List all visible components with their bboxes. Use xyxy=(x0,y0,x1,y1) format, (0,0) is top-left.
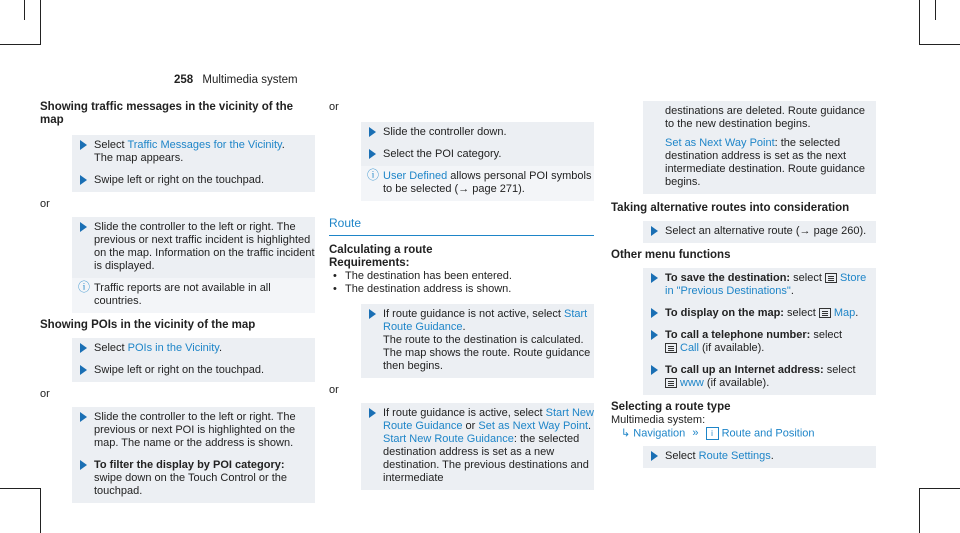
step-text: Swipe left or right on the touchpad. xyxy=(94,174,264,186)
route-icon: i xyxy=(706,427,719,440)
navigation-link[interactable]: Navigation xyxy=(633,427,686,440)
column-2 xyxy=(329,101,594,490)
info-icon: ⓘ xyxy=(78,280,91,294)
heading-alt-routes: Taking alternative routes into consideration xyxy=(611,202,850,214)
route-settings-link[interactable]: Route Settings xyxy=(698,450,771,463)
map-link[interactable]: Map xyxy=(833,307,856,319)
func-text: . xyxy=(855,307,859,319)
heading-other-functions: Other menu functions xyxy=(611,249,731,261)
route-position-link[interactable]: Route and Position xyxy=(721,427,815,440)
route-section-title xyxy=(329,217,594,236)
step-arrow-icon xyxy=(369,127,376,137)
step-arrow-icon xyxy=(651,451,658,461)
nav-path xyxy=(611,427,876,440)
start-new-route-guidance-link-2[interactable]: Start New Route Guidance xyxy=(383,433,514,445)
or-text: or xyxy=(40,198,50,210)
func-text: (if available). xyxy=(703,377,770,389)
note-text: allows personal POI symbols to be selected (→ page 271). xyxy=(383,170,592,195)
info-icon: ⓘ xyxy=(367,168,380,182)
step-text: . xyxy=(588,420,592,432)
step-bold: To filter the display by POI category: xyxy=(94,459,285,471)
step-text: : the selected destination address is set as a new destination. The previous destinations and intermediate xyxy=(383,433,589,484)
step-arrow-icon xyxy=(651,308,658,318)
heading-traffic: Showing traffic messages in the vicinity of the map xyxy=(40,101,294,126)
system-label: Multimedia system: xyxy=(611,414,706,426)
step-arrow-icon xyxy=(80,365,87,375)
step-arrow-icon xyxy=(369,408,376,418)
func-text: select xyxy=(783,307,819,319)
func-text: select xyxy=(823,364,856,376)
user-defined-link[interactable]: User Defined xyxy=(383,170,448,182)
step-arrow-icon xyxy=(80,412,87,422)
step-text: swipe down on the Touch Control or the touchpad. xyxy=(94,472,288,497)
func-bold: To save the destination: xyxy=(665,272,791,284)
crop-mark xyxy=(919,488,920,533)
step-slide-2 xyxy=(72,407,315,455)
step-text: Slide the controller to the left or right. The previous or next POI is highlighted on the map. The name or the address is shown. xyxy=(94,411,296,449)
crop-mark xyxy=(0,44,41,45)
pois-link[interactable]: POIs in the Vicinity xyxy=(127,342,219,354)
step-text: Select the POI category. xyxy=(383,148,502,160)
step-slide-down xyxy=(361,122,594,144)
requirement-item: • The destination address is shown. xyxy=(329,283,594,296)
traffic-messages-link[interactable]: Traffic Messages for the Vicinity xyxy=(127,139,282,151)
step-arrow-icon xyxy=(651,226,658,236)
menu-icon xyxy=(665,343,677,353)
step-arrow-icon xyxy=(80,460,87,470)
or-text: or xyxy=(329,101,339,113)
or-text: or xyxy=(329,384,339,396)
store-link[interactable]: Store in "Previous Destinations" xyxy=(665,272,867,297)
step-text: or xyxy=(462,420,479,432)
step-text: . xyxy=(218,342,223,354)
heading-calc-route: Calculating a route xyxy=(329,244,433,256)
menu-icon xyxy=(665,378,677,388)
step-arrow-icon xyxy=(651,273,658,283)
func-text: select xyxy=(790,272,825,284)
step-continued xyxy=(643,101,876,194)
step-select-pois xyxy=(72,338,315,360)
func-call xyxy=(643,325,876,360)
step-alt-route xyxy=(643,221,876,243)
func-bold: To call a telephone number: xyxy=(665,329,811,341)
step-text: If route guidance is not active, select xyxy=(383,308,564,320)
step-arrow-icon xyxy=(80,140,87,150)
page-header xyxy=(174,74,298,86)
double-chevron-icon: » xyxy=(692,427,699,440)
step-swipe-2 xyxy=(72,360,315,382)
step-text: Slide the controller to the left or right. The previous or next traffic incident is highlighted on the map. Information on the traffic incident is displayed. xyxy=(94,221,315,272)
set-next-way-point-link[interactable]: Set as Next Way Point xyxy=(665,137,775,149)
step-text: Select xyxy=(94,139,128,151)
step-select-traffic xyxy=(72,135,315,170)
step-slide xyxy=(72,217,315,278)
step-start-route xyxy=(361,304,594,378)
crop-mark xyxy=(40,0,41,45)
note-user-defined xyxy=(361,166,594,201)
step-select-category xyxy=(361,144,594,166)
menu-icon xyxy=(819,308,831,318)
step-text: destinations are deleted. Route guidance to the new destination begins. xyxy=(665,105,865,130)
step-arrow-icon xyxy=(80,343,87,353)
section-title: Multimedia system xyxy=(202,74,298,86)
or-text: or xyxy=(40,388,50,400)
step-arrow-icon xyxy=(80,222,87,232)
column-3 xyxy=(611,101,876,468)
step-arrow-icon xyxy=(651,365,658,375)
func-text: (if available). xyxy=(698,342,765,354)
heading-pois: Showing POIs in the vicinity of the map xyxy=(40,319,256,331)
func-map xyxy=(643,303,876,325)
step-new-route xyxy=(361,403,594,490)
func-bold: To display on the map: xyxy=(665,307,784,319)
step-swipe xyxy=(72,170,315,192)
step-text: Select xyxy=(94,342,128,354)
step-arrow-icon xyxy=(651,330,658,340)
path-arrow-icon: ↳ xyxy=(621,427,631,440)
page-number: 258 xyxy=(174,74,194,86)
crop-mark xyxy=(24,0,25,20)
heading-route-type: Selecting a route type xyxy=(611,401,731,413)
crop-mark xyxy=(919,488,960,489)
func-bold: To call up an Internet address: xyxy=(665,364,824,376)
step-filter xyxy=(72,455,315,503)
step-text: The map appears. xyxy=(94,152,184,164)
step-text: Slide the controller down. xyxy=(383,126,507,138)
note-traffic xyxy=(72,278,315,313)
step-route-settings xyxy=(643,446,876,468)
step-arrow-icon xyxy=(80,175,87,185)
crop-mark xyxy=(919,0,920,45)
menu-icon xyxy=(825,273,837,283)
crop-mark xyxy=(919,44,960,45)
note-text: Traffic reports are not available in all countries. xyxy=(94,282,271,307)
call-link[interactable]: Call xyxy=(680,342,699,354)
www-link[interactable]: www xyxy=(680,377,704,389)
heading-requirements: Requirements: xyxy=(329,257,410,269)
start-new-route-guidance-link[interactable]: Start New Route Guidance xyxy=(383,407,594,432)
step-text: . xyxy=(770,450,774,463)
func-text: . xyxy=(790,285,794,297)
step-text: : the selected destination address is set as the next intermediate destination. Route guidance begins. xyxy=(665,137,865,188)
step-text: Swipe left or right on the touchpad. xyxy=(94,364,264,376)
column-1 xyxy=(40,101,315,503)
step-text: . xyxy=(281,139,285,151)
step-text: If route guidance is active, select xyxy=(383,407,546,419)
crop-mark xyxy=(935,0,936,20)
func-www xyxy=(643,360,876,395)
route-title: Route xyxy=(329,216,362,230)
step-text: Select xyxy=(665,450,699,463)
crop-mark xyxy=(0,488,41,489)
set-next-way-point-link[interactable]: Set as Next Way Point xyxy=(478,420,589,432)
step-arrow-icon xyxy=(369,309,376,319)
step-text: The route to the destination is calculated. The map shows the route. Route guidance then begins. xyxy=(383,334,591,372)
step-arrow-icon xyxy=(369,149,376,159)
requirement-item: • The destination has been entered. xyxy=(329,270,594,283)
step-text: Select an alternative route (→ page 260). xyxy=(665,225,867,237)
func-text: select xyxy=(810,329,843,341)
step-text: . xyxy=(462,321,466,333)
start-route-guidance-link[interactable]: Start Route Guidance xyxy=(383,308,588,333)
func-save xyxy=(643,268,876,303)
